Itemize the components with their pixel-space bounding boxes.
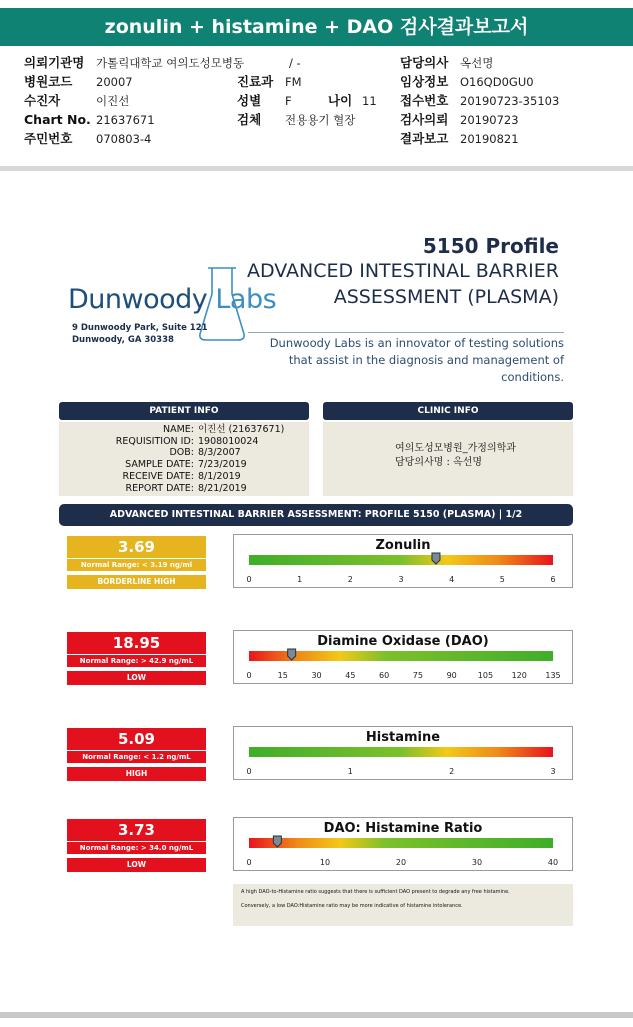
gauge-svg xyxy=(234,631,574,685)
lab-address xyxy=(72,322,208,346)
header-info xyxy=(0,54,633,154)
address-line: Dunwoody, GA 30338 xyxy=(72,335,174,345)
patient-key: NAME: xyxy=(162,424,194,435)
section-title: ADVANCED INTESTINAL BARRIER ASSESSMENT: PROFILE 5150 (PLASMA) | 1/2 xyxy=(59,504,573,526)
header-label: 병원코드 xyxy=(24,74,73,89)
gauge-tick-label: 15 xyxy=(277,671,288,680)
clinic-doctor: 담당의사명 : 옥선명 xyxy=(395,457,483,468)
patient-row xyxy=(59,447,309,459)
gauge-tick-label: 5 xyxy=(499,575,505,584)
header-value: 옥선명 xyxy=(460,56,494,70)
result-normal-range: Normal Range: < 3.19 ng/ml xyxy=(67,559,206,571)
logo-suffix: Labs xyxy=(215,284,277,315)
gauge-tick-label: 0 xyxy=(246,575,252,584)
result-normal-range: Normal Range: < 1.2 ng/mL xyxy=(67,751,206,763)
gauge-bar xyxy=(249,747,553,757)
result-value: 5.09 xyxy=(67,728,206,750)
result-value: 3.73 xyxy=(67,819,206,841)
gauge-chart xyxy=(233,630,573,684)
gauge-tick-label: 4 xyxy=(449,575,455,584)
patient-value: 8/21/2019 xyxy=(198,483,247,494)
clinic-info-header: CLINIC INFO xyxy=(323,402,573,420)
gauge-tick-label: 30 xyxy=(471,858,483,867)
header-label: 수진자 xyxy=(24,93,61,108)
patient-key: REPORT DATE: xyxy=(125,483,194,494)
gauge-tick-label: 0 xyxy=(246,858,252,867)
header-label: 나이 xyxy=(328,93,353,108)
gauge-tick-label: 10 xyxy=(319,858,331,867)
header-value: 20190723 xyxy=(460,113,519,127)
gauge-bar xyxy=(249,555,553,565)
header-value: FM xyxy=(285,75,302,89)
profile-subtitle-2: ASSESSMENT (PLASMA) xyxy=(333,286,559,308)
profile-title: 5150 Profile xyxy=(422,234,559,258)
gauge-tick-label: 6 xyxy=(550,575,556,584)
gauge-tick-label: 2 xyxy=(347,575,353,584)
gauge-tick-label: 105 xyxy=(477,671,494,680)
header-label: 검체 xyxy=(237,112,262,127)
header-label: 주민번호 xyxy=(24,131,73,146)
header-label: 임상정보 xyxy=(400,74,449,89)
patient-row xyxy=(59,459,309,471)
gauge-tick-label: 3 xyxy=(550,767,556,776)
note-line: Conversely, a low DAO:Histamine ratio may be more indicative of histamine intolerance. xyxy=(241,903,463,909)
result-status: HIGH xyxy=(67,767,206,781)
patient-value: 8/3/2007 xyxy=(198,447,241,458)
header-value: 이진선 xyxy=(96,94,130,108)
gauge-tick-label: 2 xyxy=(449,767,455,776)
result-status: LOW xyxy=(67,858,206,872)
patient-value: 1908010024 xyxy=(198,436,259,447)
header-value: 가톨릭대학교 여의도성모병동 xyxy=(96,56,245,70)
gauge-title: Zonulin xyxy=(375,538,431,553)
header-label: Chart No. xyxy=(24,112,91,127)
header-value: F xyxy=(285,94,292,108)
gauge-tick-label: 75 xyxy=(412,671,423,680)
gauge-svg xyxy=(234,535,574,589)
result-status: BORDERLINE HIGH xyxy=(67,575,206,589)
gauge-tick-label: 90 xyxy=(446,671,457,680)
gauge-tick-label: 0 xyxy=(246,671,252,680)
gauge-tick-label: 135 xyxy=(545,671,561,680)
gauge-svg xyxy=(234,727,574,781)
patient-info-panel xyxy=(59,422,309,496)
ratio-note xyxy=(233,884,573,926)
patient-key: REQUISITION ID: xyxy=(115,436,194,447)
gauge-title: Histamine xyxy=(365,730,441,745)
result-status: LOW xyxy=(67,671,206,685)
lab-report xyxy=(0,172,633,1012)
patient-info-header: PATIENT INFO xyxy=(59,402,309,420)
address-line: 9 Dunwoody Park, Suite 121 xyxy=(72,323,208,333)
header-label: 검사의뢰 xyxy=(400,112,449,127)
header-value: / - xyxy=(289,56,301,70)
gauge-chart xyxy=(233,534,573,588)
gauge-svg xyxy=(234,818,574,872)
logo-name: Dunwoody xyxy=(68,284,208,315)
gauge-tick-label: 1 xyxy=(347,767,353,776)
result-normal-range: Normal Range: > 34.0 ng/mL xyxy=(67,842,206,854)
clinic-name: 여의도성모병원_가정의학과 xyxy=(395,443,516,454)
header-label: 결과보고 xyxy=(400,131,449,146)
gauge-title: Diamine Oxidase (DAO) xyxy=(317,634,489,649)
header-value: 20007 xyxy=(96,75,133,89)
patient-key: DOB: xyxy=(169,447,194,458)
patient-key: SAMPLE DATE: xyxy=(125,459,194,470)
header-value: O16QD0GU0 xyxy=(460,75,534,89)
result-value: 3.69 xyxy=(67,536,206,558)
header-label: 성별 xyxy=(237,93,262,108)
gauge-tick-label: 60 xyxy=(379,671,390,680)
gauge-chart xyxy=(233,817,573,871)
result-normal-range: Normal Range: > 42.9 ng/mL xyxy=(67,655,206,667)
gauge-tick-label: 45 xyxy=(345,671,356,680)
gauge-tick-label: 30 xyxy=(311,671,322,680)
patient-row xyxy=(59,483,309,495)
header-value: 070803-4 xyxy=(96,132,152,146)
patient-value: 8/1/2019 xyxy=(198,471,241,482)
patient-value: 이진선 (21637671) xyxy=(198,424,285,435)
page-bottom-divider xyxy=(0,1012,633,1018)
gauge-tick-label: 1 xyxy=(297,575,303,584)
gauge-chart xyxy=(233,726,573,780)
patient-row xyxy=(59,471,309,483)
header-label: 담당의사 xyxy=(400,55,449,70)
header-value: 20190723-35103 xyxy=(460,94,560,108)
gauge-tick-label: 40 xyxy=(547,858,559,867)
patient-row xyxy=(59,424,309,436)
patient-key: RECEIVE DATE: xyxy=(122,471,194,482)
note-line: A high DAO-to-Histamine ratio suggests that there is sufficient DAO present to degrade any free histamine. xyxy=(241,889,510,895)
gauge-tick-label: 3 xyxy=(398,575,404,584)
header-value: 21637671 xyxy=(96,113,155,127)
clinic-details xyxy=(395,442,516,470)
gauge-bar xyxy=(249,838,553,848)
gauge-tick-label: 20 xyxy=(395,858,407,867)
gauge-title: DAO: Histamine Ratio xyxy=(323,821,483,836)
profile-subtitle-1: ADVANCED INTESTINAL BARRIER xyxy=(246,260,559,282)
report-title: zonulin + histamine + DAO 검사결과보고서 xyxy=(0,8,633,46)
header-label: 의뢰기관명 xyxy=(24,55,85,70)
header-value: 전용용기 혈장 xyxy=(285,113,356,127)
gauge-tick-label: 0 xyxy=(246,767,252,776)
result-value: 18.95 xyxy=(67,632,206,654)
header-label: 접수번호 xyxy=(400,93,449,108)
header-divider xyxy=(0,166,633,171)
gauge-tick-label: 120 xyxy=(511,671,527,680)
header-value: 11 xyxy=(362,94,377,108)
lab-tagline: Dunwoody Labs is an innovator of testing solutions that assist in the diagnosis and management of conditions. xyxy=(248,332,564,386)
header-value: 20190821 xyxy=(460,132,519,146)
header-label: 진료과 xyxy=(237,74,274,89)
clinic-info-panel xyxy=(323,422,573,496)
patient-value: 7/23/2019 xyxy=(198,459,247,470)
